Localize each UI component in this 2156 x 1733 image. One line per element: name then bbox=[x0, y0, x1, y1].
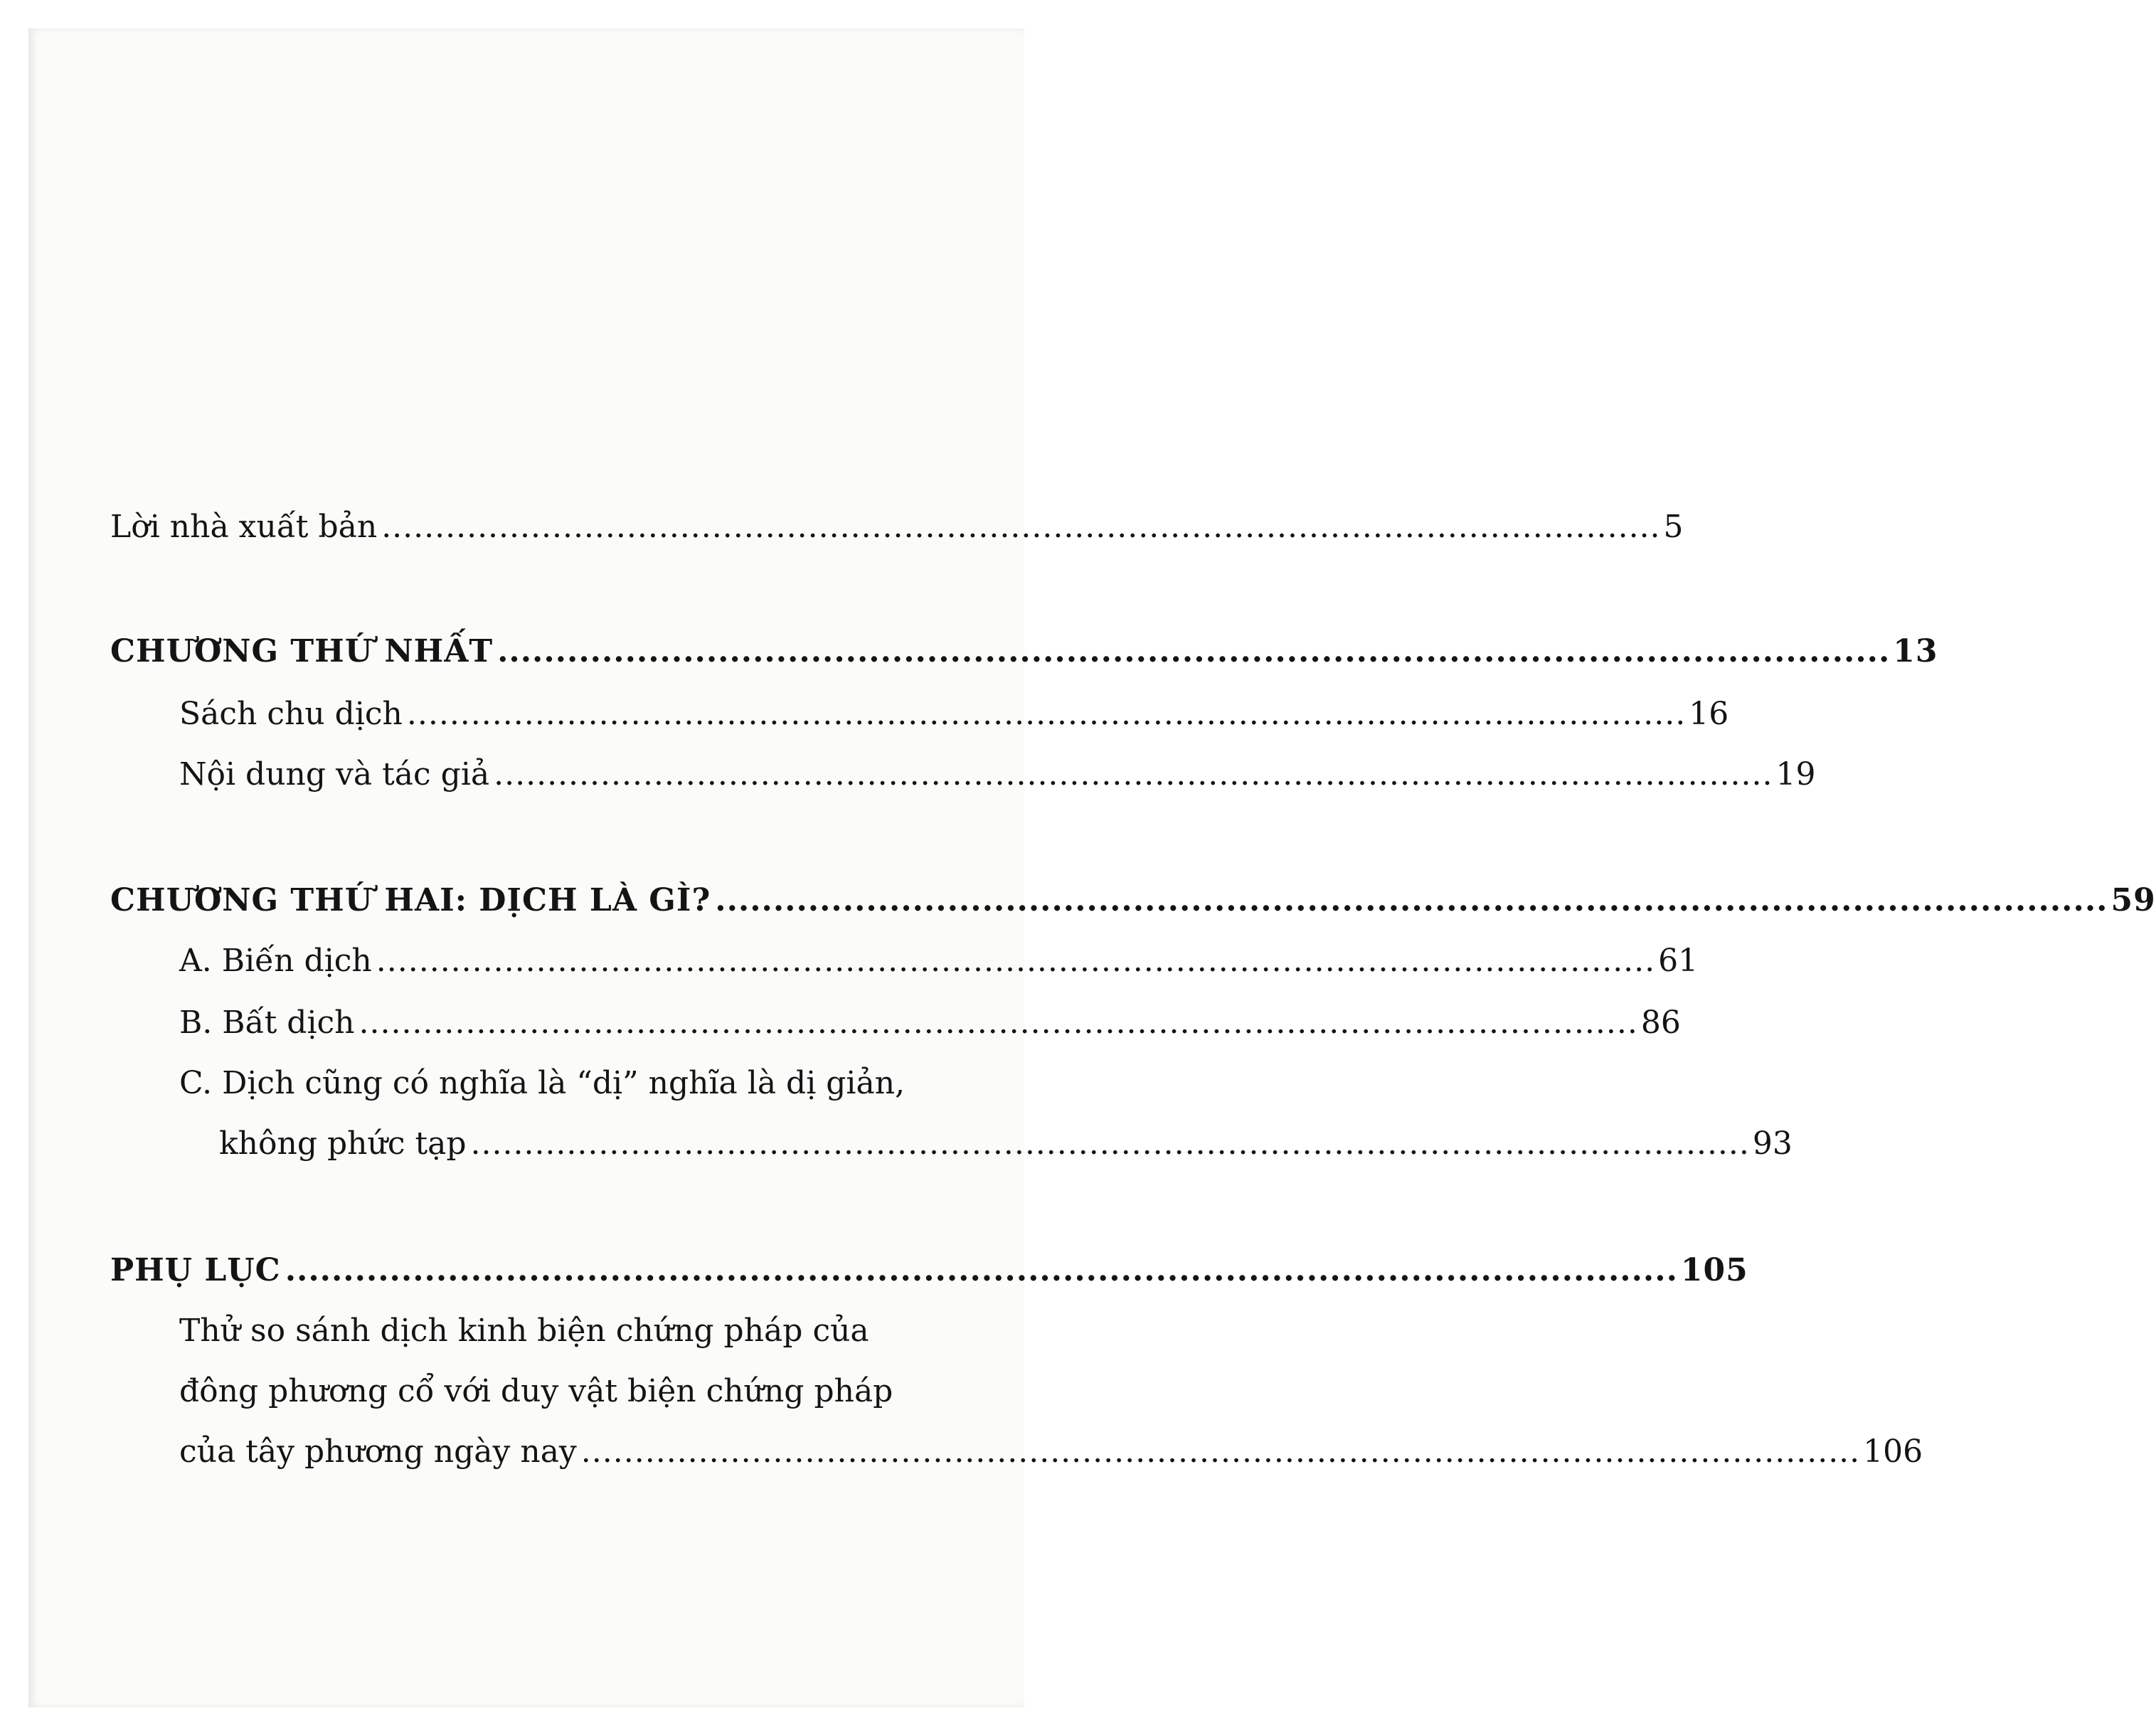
toc-entry-title: Nội dung và tác giả bbox=[179, 756, 490, 793]
toc-entry-section bbox=[179, 696, 1729, 732]
toc-page-number: 59 bbox=[2110, 882, 2156, 918]
dot-leader: ........................................................................................................................ bbox=[470, 1125, 1750, 1162]
toc-page-number: 61 bbox=[1658, 943, 1699, 979]
toc-entry-title-line: đông phương cổ với duy vật biện chứng pháp bbox=[179, 1373, 893, 1409]
dot-leader: ........................................................................................................................ bbox=[715, 882, 2108, 918]
toc-page-number: 106 bbox=[1863, 1433, 1923, 1470]
toc-entry-preface bbox=[110, 509, 1684, 545]
toc-entry-section-continued bbox=[179, 1433, 1923, 1470]
dot-leader: ........................................................................................................................ bbox=[381, 509, 1661, 545]
toc-page-number: 5 bbox=[1663, 509, 1684, 545]
dot-leader: ........................................................................................................................ bbox=[494, 756, 1773, 793]
chapter-title: PHỤ LỤC bbox=[110, 1252, 281, 1288]
toc-page-number: 93 bbox=[1752, 1125, 1793, 1162]
dot-leader: ........................................................................................................................ bbox=[406, 696, 1687, 732]
toc-entry-title: Lời nhà xuất bản bbox=[110, 509, 378, 545]
toc-page-number: 16 bbox=[1689, 696, 1729, 732]
toc-entry-title-line: C. Dịch cũng có nghĩa là “dị” nghĩa là dị giản, bbox=[179, 1065, 906, 1101]
toc-entry-title: của tây phương ngày nay bbox=[179, 1433, 577, 1470]
toc-page-number: 19 bbox=[1775, 756, 1816, 793]
toc-page-number: 13 bbox=[1893, 633, 1938, 669]
dot-leader: ........................................................................................................................ bbox=[497, 633, 1891, 669]
dot-leader: ........................................................................................................................ bbox=[376, 943, 1656, 979]
toc-entry-title-line: Thử so sánh dịch kinh biện chứng pháp của bbox=[179, 1313, 869, 1349]
toc-entry-section-continued bbox=[219, 1125, 1793, 1162]
chapter-title: CHƯƠNG THỨ HAI: DỊCH LÀ GÌ? bbox=[110, 882, 711, 918]
chapter-title: CHƯƠNG THỨ NHẤT bbox=[110, 633, 494, 669]
toc-page-number: 105 bbox=[1680, 1252, 1748, 1288]
toc-page-number: 86 bbox=[1640, 1005, 1681, 1041]
toc-entry-appendix bbox=[110, 1252, 1748, 1288]
toc-entry-section bbox=[179, 756, 1816, 793]
toc-entry-section bbox=[179, 943, 1699, 979]
toc-entry-title: B. Bất dịch bbox=[179, 1005, 355, 1041]
toc-entry-section bbox=[179, 1005, 1681, 1041]
toc-entry-chapter-2 bbox=[110, 882, 2156, 918]
dot-leader: ........................................................................................................................ bbox=[285, 1252, 1678, 1288]
dot-leader: ........................................................................................................................ bbox=[580, 1433, 1861, 1470]
toc-entry-chapter-1 bbox=[110, 633, 1938, 669]
dot-leader: ........................................................................................................................ bbox=[359, 1005, 1638, 1041]
toc-entry-title: A. Biến dịch bbox=[179, 943, 372, 979]
toc-entry-title: Sách chu dịch bbox=[179, 696, 403, 732]
toc-entry-title: không phức tạp bbox=[219, 1125, 467, 1162]
